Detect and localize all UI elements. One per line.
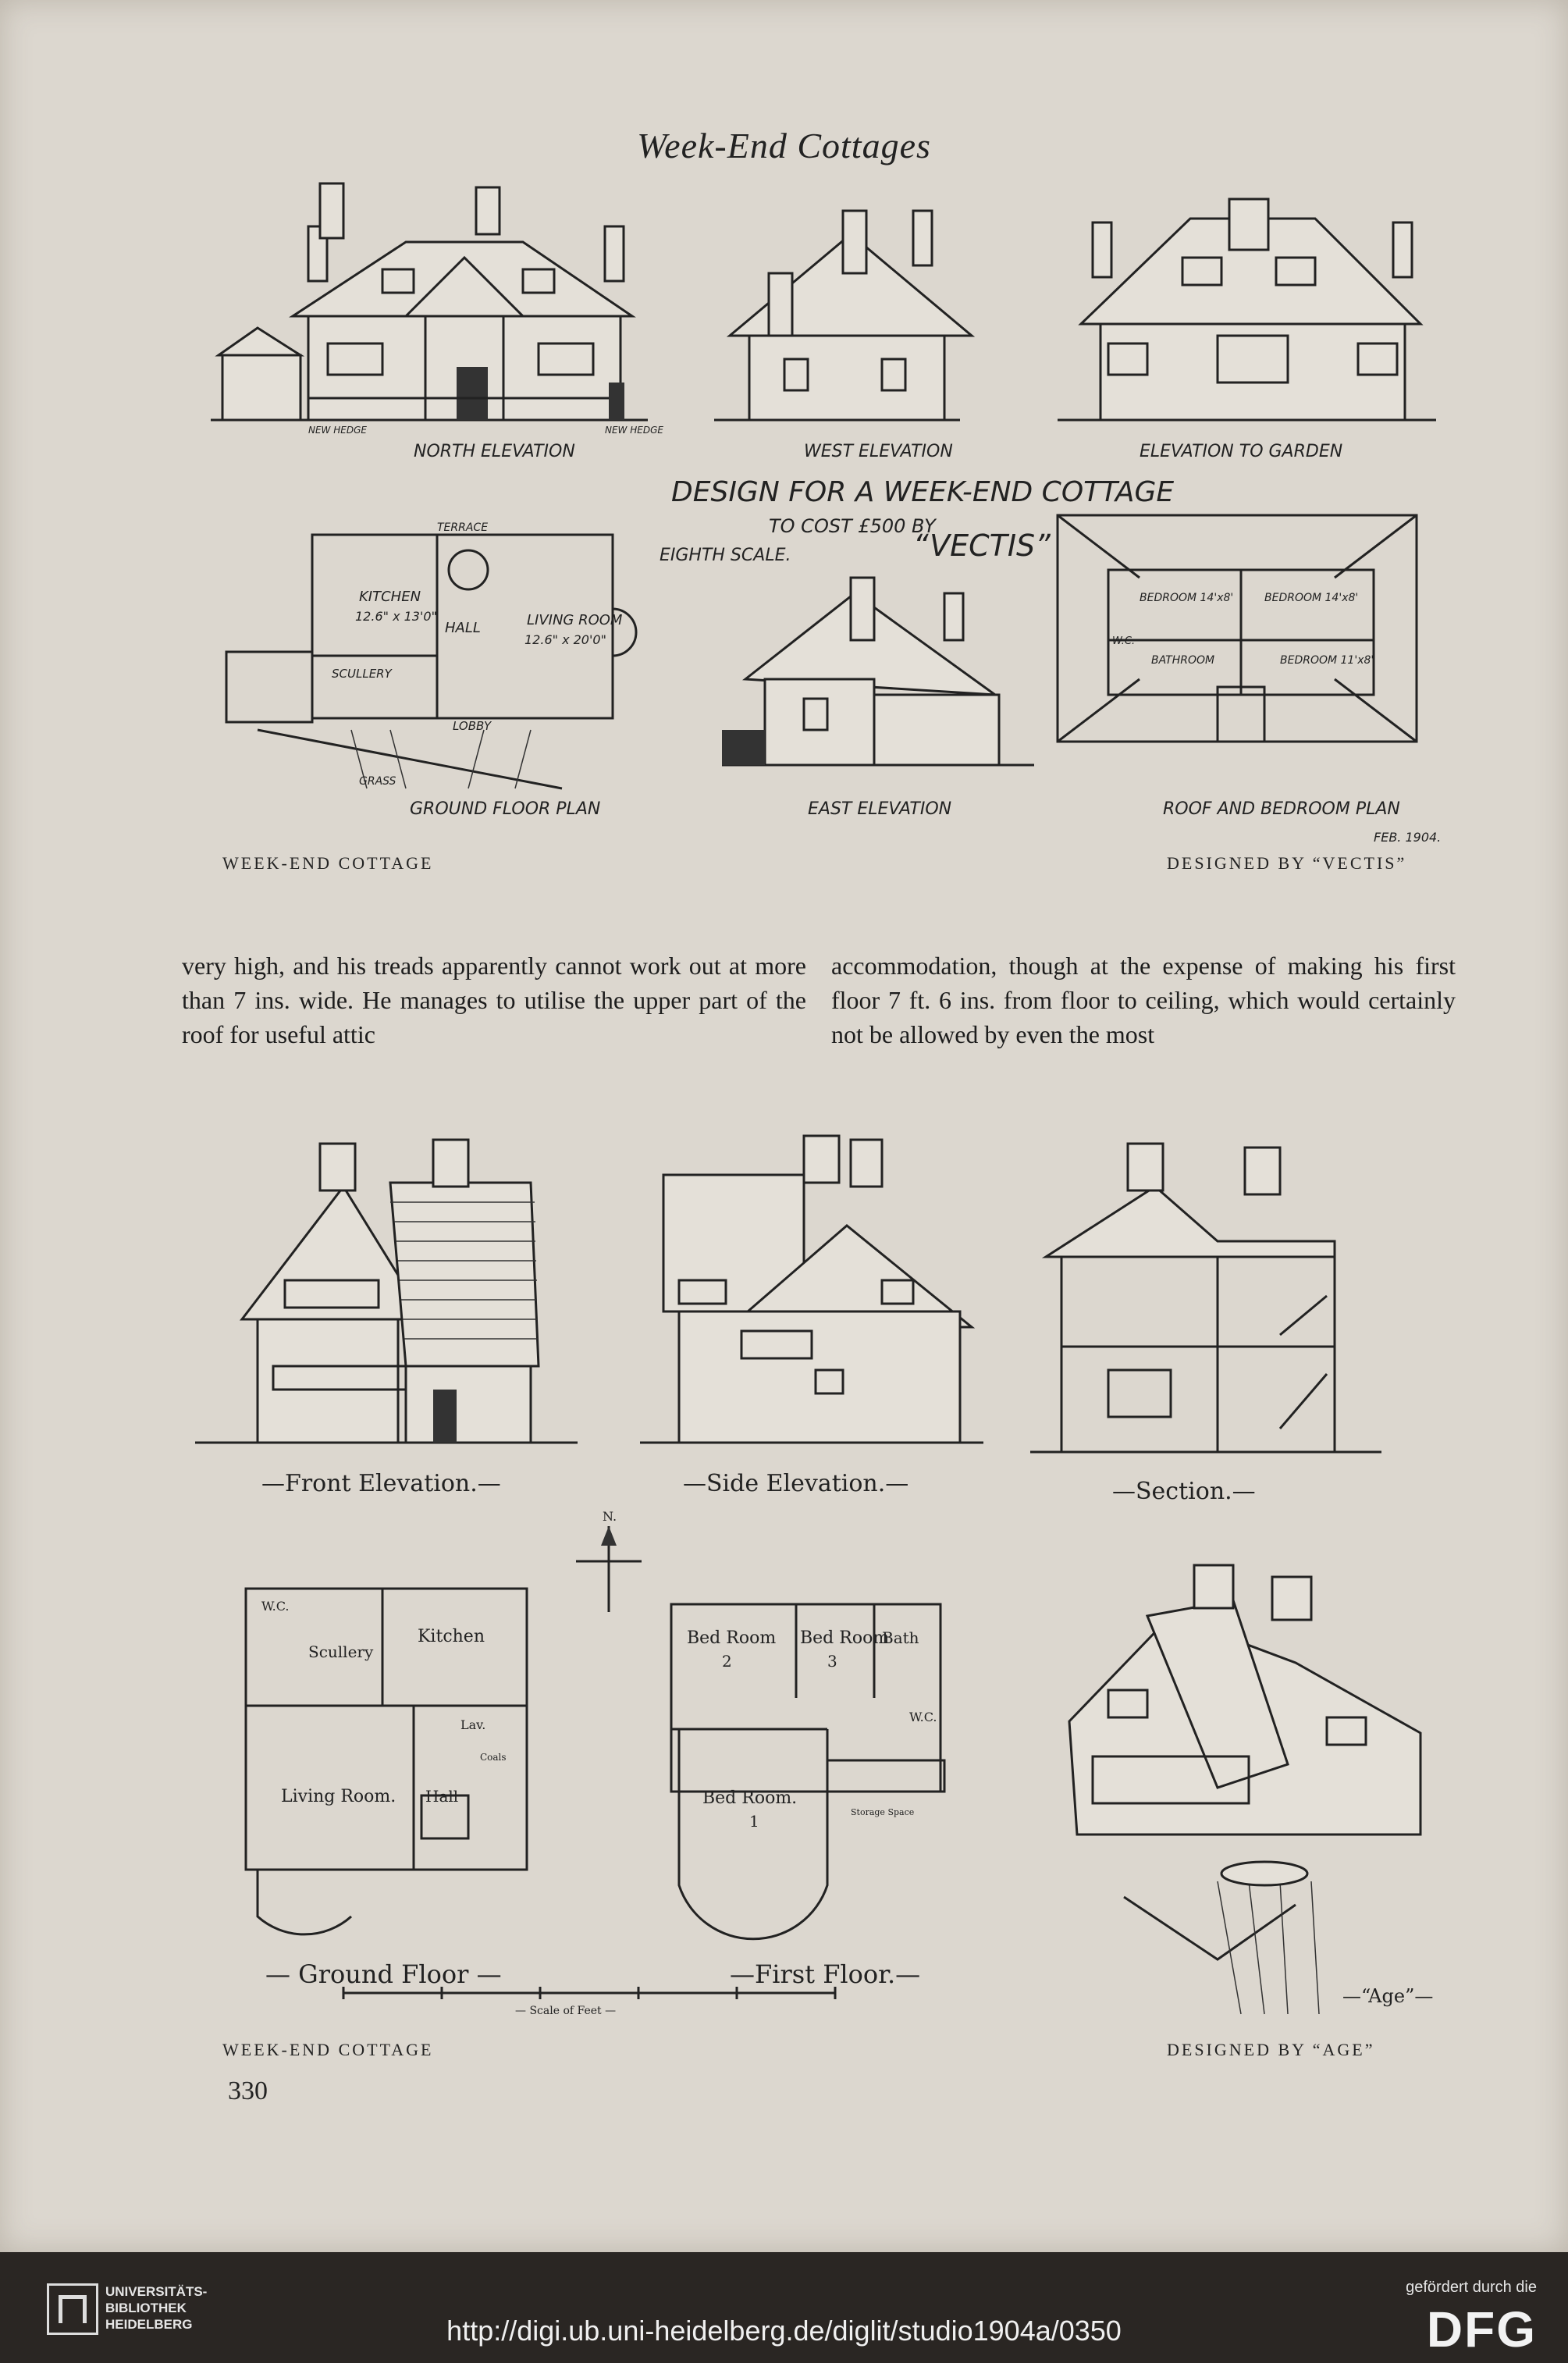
north-arrow xyxy=(576,1526,642,1612)
age-signature: —“Age”— xyxy=(1342,1985,1434,2007)
ff-bed-room-2: Bed Room xyxy=(687,1628,777,1648)
ff-bed-room-1: Bed Room. xyxy=(702,1788,798,1808)
page-number: 330 xyxy=(228,2077,268,2105)
ff-num-3: 3 xyxy=(827,1652,837,1671)
section-drawing xyxy=(1030,1144,1381,1452)
library-name-line-3: HEIDELBERG xyxy=(105,2317,193,2332)
ff-num-2: 2 xyxy=(722,1652,732,1671)
perspective-sketch xyxy=(1069,1565,1420,2014)
funding-note: gefördert durch die xyxy=(1406,2279,1537,2296)
eighth-scale: EIGHTH SCALE. xyxy=(660,546,791,565)
ff-storage: Storage Space xyxy=(851,1807,915,1817)
gf-age-living-room: Living Room. xyxy=(281,1787,396,1806)
roof-bedroom-plan-label: ROOF AND BEDROOM PLAN xyxy=(1163,799,1400,819)
gf-age-scullery: Scullery xyxy=(308,1642,374,1661)
body-text-left: very high, and his treads apparently cannot work out at more than 7 ins. wide. He manages to utilise the upper part of the roof for useful attic xyxy=(182,952,806,1048)
caption-vectis-right: DESIGNED BY “VECTIS” xyxy=(1167,853,1407,873)
plate-date: FEB. 1904. xyxy=(1374,830,1442,845)
running-head: Week-End Cottages xyxy=(637,126,931,165)
north-elevation-label: NORTH ELEVATION xyxy=(414,442,575,461)
gf-kitchen: KITCHEN xyxy=(359,589,421,605)
east-elevation-label: EAST ELEVATION xyxy=(808,799,952,819)
ground-floor-plan-label: GROUND FLOOR PLAN xyxy=(410,799,601,819)
gf-age-coals: Coals xyxy=(480,1752,507,1763)
gf-age-lav: Lav. xyxy=(460,1717,486,1732)
side-elevation-label: —Side Elevation.— xyxy=(683,1470,909,1497)
ground-floor-label: — Ground Floor — xyxy=(265,1959,502,1989)
gf-scullery: SCULLERY xyxy=(332,667,392,681)
dfg-logo: DFG xyxy=(1426,2301,1537,2358)
caption-age-right: DESIGNED BY “AGE” xyxy=(1167,2040,1375,2059)
gf-hall: HALL xyxy=(445,620,481,636)
new-hedge-right: NEW HEDGE xyxy=(605,425,663,436)
north-label: N. xyxy=(603,1509,617,1524)
bp-bedroom-b: BEDROOM 14'x8' xyxy=(1264,592,1359,604)
library-name-line-1: UNIVERSITÄTS- xyxy=(105,2284,208,2299)
bp-bedroom-a: BEDROOM 14'x8' xyxy=(1140,592,1234,604)
gf-living-room: LIVING ROOM xyxy=(527,612,623,628)
garden-elevation-label: ELEVATION TO GARDEN xyxy=(1140,442,1343,461)
gf-kitchen-dim: 12.6" x 13'0" xyxy=(355,609,437,624)
section-label: —Section.— xyxy=(1112,1478,1256,1505)
age-first-floor-drawing xyxy=(671,1604,944,1939)
library-name-line-2: BIBLIOTHEK xyxy=(105,2301,187,2315)
digitization-footer xyxy=(0,2252,1568,2363)
ff-bed-room-3: Bed Room xyxy=(800,1628,890,1648)
gf-terrace: TERRACE xyxy=(437,521,489,534)
ff-wc: W.C. xyxy=(909,1710,937,1724)
ff-bath: Bath xyxy=(882,1628,919,1647)
front-elevation-drawing xyxy=(195,1140,578,1443)
gf-living-room-dim: 12.6" x 20'0" xyxy=(524,632,606,647)
ff-num-1: 1 xyxy=(749,1812,759,1831)
gf-age-hall: Hall xyxy=(425,1787,459,1806)
body-text-right: accommodation, though at the expense of making his first floor 7 ft. 6 ins. from floor to ceiling, which would certainly not be allowed by even the most xyxy=(831,952,1456,1048)
front-elevation-label: —Front Elevation.— xyxy=(261,1470,501,1497)
first-floor-label: —First Floor.— xyxy=(730,1959,921,1989)
gf-age-kitchen: Kitchen xyxy=(418,1627,485,1646)
design-cost: TO COST £500 BY xyxy=(769,515,936,537)
caption-vectis-left: WEEK-END COTTAGE xyxy=(222,853,434,873)
vectis-name: “VECTIS” xyxy=(913,528,1051,563)
bp-wc: W.C. xyxy=(1112,635,1136,647)
new-hedge-left: NEW HEDGE xyxy=(308,425,367,436)
caption-age-left: WEEK-END COTTAGE xyxy=(222,2040,434,2059)
design-title: DESIGN FOR A WEEK-END COTTAGE xyxy=(671,476,1175,508)
bp-bedroom-c: BEDROOM 11'x8' xyxy=(1280,654,1374,667)
side-elevation-drawing xyxy=(640,1136,983,1443)
gf-lobby: LOBBY xyxy=(453,719,492,733)
west-elevation-label: WEST ELEVATION xyxy=(804,442,953,461)
gf-grass: GRASS xyxy=(359,775,396,788)
scale-of-feet-label: — Scale of Feet — xyxy=(515,2005,617,2017)
bp-bathroom: BATHROOM xyxy=(1151,654,1215,667)
gf-age-wc: W.C. xyxy=(261,1599,290,1614)
source-url-link[interactable]: http://digi.ub.uni-heidelberg.de/diglit/studio1904a/0350 xyxy=(446,2315,1122,2347)
